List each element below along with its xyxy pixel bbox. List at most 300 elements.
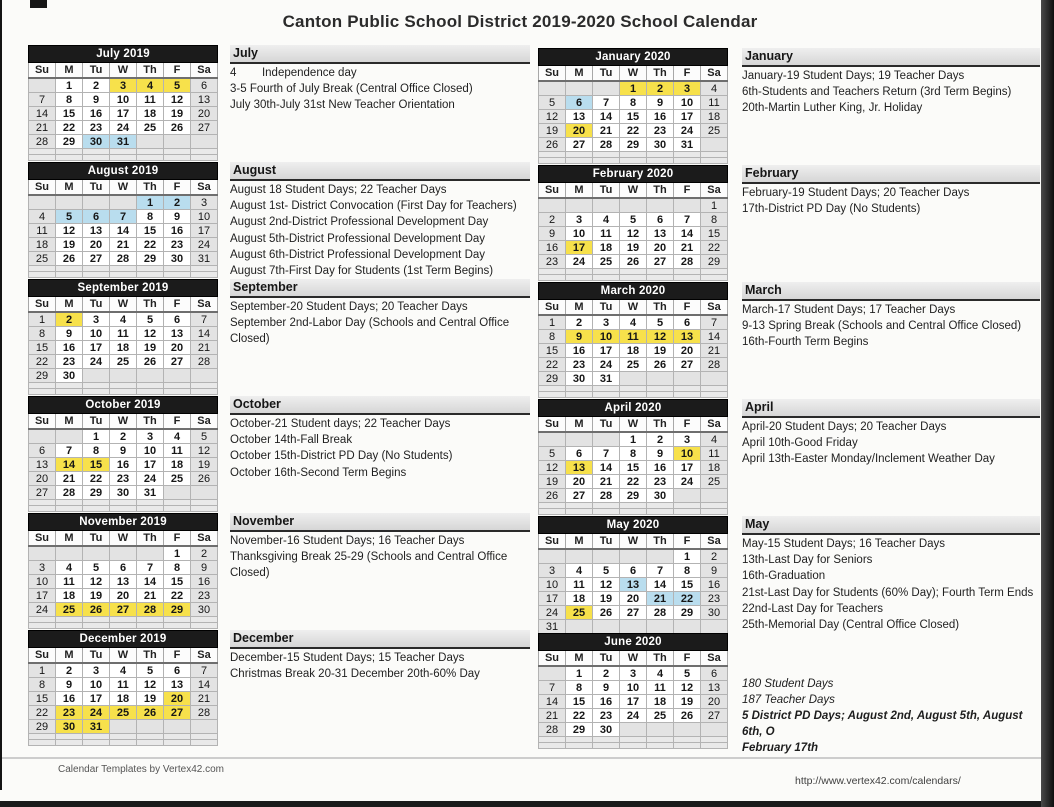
weekday-header: W	[620, 300, 647, 316]
empty-cell	[620, 549, 647, 564]
day-cell: 11	[647, 681, 674, 695]
day-cell: 29	[566, 723, 593, 737]
weekday-header: Tu	[83, 297, 110, 313]
month-note-line: 3-5 Fourth of July Break (Central Office Closed)	[230, 83, 473, 96]
week-row	[29, 692, 218, 706]
day-cell: 23	[56, 355, 83, 369]
month-note-line: 16th-Graduation	[742, 570, 826, 583]
spacer-cell	[56, 155, 83, 161]
day-cell: 27	[674, 358, 701, 372]
day-cell: 1	[164, 546, 191, 561]
empty-cell	[110, 195, 137, 210]
weekday-header-row	[29, 63, 218, 79]
weekday-header: F	[164, 531, 191, 547]
spacer-cell	[647, 509, 674, 515]
spacer-row	[29, 155, 218, 161]
summary-pd-days: 5 District PD Days; August 2nd, August 5th, August 6th, O	[742, 710, 1023, 738]
day-cell: 12	[56, 224, 83, 238]
empty-cell	[620, 620, 647, 634]
week-row	[29, 472, 218, 486]
day-cell: 15	[701, 227, 728, 241]
weekday-header-row	[29, 297, 218, 313]
empty-cell	[83, 546, 110, 561]
day-cell: 11	[110, 327, 137, 341]
day-cell: 17	[593, 344, 620, 358]
month-note-line: 16th-Fourth Term Begins	[742, 336, 869, 349]
weekday-header: F	[674, 417, 701, 433]
week-row	[539, 432, 728, 447]
day-cell: 13	[164, 327, 191, 341]
day-cell: 29	[29, 720, 56, 734]
day-cell: 5	[191, 429, 218, 444]
month-note-line: March-17 Student Days; 17 Teacher Days	[742, 304, 956, 316]
weekday-header: Tu	[593, 417, 620, 433]
day-cell: 15	[29, 692, 56, 706]
weekday-header: W	[620, 651, 647, 667]
week-row	[539, 241, 728, 255]
week-row	[29, 589, 218, 603]
spacer-cell	[566, 743, 593, 749]
weekday-header: Tu	[593, 300, 620, 316]
empty-cell	[647, 198, 674, 213]
day-cell: 5	[539, 447, 566, 461]
day-cell: 9	[647, 447, 674, 461]
day-cell: 28	[191, 355, 218, 369]
spacer-cell	[29, 506, 56, 512]
weekday-header: W	[110, 180, 137, 196]
day-cell: 26	[674, 709, 701, 723]
month-notes-title: August	[230, 162, 530, 181]
day-cell: 3	[620, 666, 647, 681]
day-cell: 8	[29, 678, 56, 692]
spacer-cell	[164, 389, 191, 395]
day-cell: 19	[137, 692, 164, 706]
spacer-cell	[137, 272, 164, 278]
month-note-line: 21st-Last Day for Students (60% Day); Fourth Term Ends	[742, 586, 1034, 599]
month-note-line: October 16th-Second Term Begins	[230, 466, 407, 479]
week-row	[539, 330, 728, 344]
week-row	[539, 96, 728, 110]
day-cell: 28	[29, 135, 56, 149]
day-cell-highlight-yellow: 20	[566, 124, 593, 138]
month-note-line: April 10th-Good Friday	[742, 437, 858, 450]
day-cell: 2	[701, 549, 728, 564]
day-cell-highlight-blue: 7	[110, 210, 137, 224]
spacer-cell	[539, 743, 566, 749]
day-cell: 4	[110, 663, 137, 678]
weekday-header: Tu	[83, 414, 110, 430]
day-cell: 9	[539, 227, 566, 241]
empty-cell	[539, 549, 566, 564]
spacer-cell	[137, 740, 164, 746]
week-row	[29, 210, 218, 224]
day-cell: 11	[29, 224, 56, 238]
empty-cell	[56, 546, 83, 561]
scan-edge-left	[0, 0, 2, 790]
day-cell: 7	[56, 444, 83, 458]
day-cell: 30	[647, 138, 674, 152]
day-cell: 16	[593, 695, 620, 709]
month-note-line: October 14th-Fall Break	[230, 434, 353, 447]
day-cell: 13	[83, 224, 110, 238]
day-cell: 17	[620, 695, 647, 709]
day-cell: 19	[191, 458, 218, 472]
empty-cell	[191, 135, 218, 149]
day-cell: 6	[674, 315, 701, 330]
day-cell-highlight-yellow: 10	[593, 330, 620, 344]
day-cell-highlight-yellow: 5	[164, 78, 191, 93]
day-cell: 7	[539, 681, 566, 695]
day-cell: 30	[701, 606, 728, 620]
day-cell: 7	[593, 447, 620, 461]
spacer-cell	[110, 155, 137, 161]
day-cell: 21	[29, 121, 56, 135]
day-cell: 19	[164, 107, 191, 121]
weekday-header: Th	[137, 648, 164, 664]
empty-cell	[137, 369, 164, 383]
day-cell-highlight-yellow: 13	[674, 330, 701, 344]
month-table	[538, 282, 728, 398]
month-title: November 2019	[29, 514, 218, 531]
day-cell: 29	[620, 489, 647, 503]
month-notes-title: October	[230, 396, 530, 415]
spacer-cell	[566, 158, 593, 164]
weekday-header: Tu	[83, 648, 110, 664]
day-cell: 3	[566, 213, 593, 227]
day-cell-highlight-blue: 6	[83, 210, 110, 224]
weekday-header: M	[56, 63, 83, 79]
spacer-row	[29, 389, 218, 395]
day-cell: 23	[593, 709, 620, 723]
day-cell: 5	[674, 666, 701, 681]
spacer-cell	[164, 740, 191, 746]
week-row	[29, 312, 218, 327]
day-cell: 25	[137, 121, 164, 135]
weekday-header: F	[674, 300, 701, 316]
spacer-row	[29, 506, 218, 512]
day-cell: 23	[83, 121, 110, 135]
month-note-line: 6th-Students and Teachers Return (3rd Term Begins)	[742, 86, 1012, 99]
day-cell-highlight-blue: 2	[164, 195, 191, 210]
spacer-cell	[191, 740, 218, 746]
month-title: December 2019	[29, 631, 218, 648]
day-cell: 22	[164, 589, 191, 603]
day-cell-highlight-yellow: 11	[620, 330, 647, 344]
month-note-line: August 7th-First Day for Students (1st Term Begins)	[230, 265, 494, 278]
week-row	[539, 198, 728, 213]
spacer-cell	[110, 623, 137, 629]
spacer-cell	[56, 623, 83, 629]
weekday-header: Su	[29, 414, 56, 430]
week-row	[29, 327, 218, 341]
empty-cell	[29, 195, 56, 210]
spacer-row	[29, 740, 218, 746]
day-cell: 21	[110, 238, 137, 252]
week-row	[29, 720, 218, 734]
week-row	[539, 592, 728, 606]
weekday-header: Tu	[593, 66, 620, 82]
day-cell: 18	[566, 592, 593, 606]
spacer-cell	[29, 272, 56, 278]
day-cell: 5	[137, 312, 164, 327]
day-cell: 30	[56, 369, 83, 383]
day-cell: 26	[539, 138, 566, 152]
day-cell: 5	[647, 315, 674, 330]
day-cell: 3	[674, 432, 701, 447]
day-cell: 30	[164, 252, 191, 266]
spacer-cell	[701, 509, 728, 515]
day-cell-highlight-yellow: 14	[56, 458, 83, 472]
empty-cell	[164, 486, 191, 500]
spacer-cell	[674, 158, 701, 164]
weekday-header: Sa	[191, 63, 218, 79]
day-cell: 30	[593, 723, 620, 737]
day-cell-highlight-yellow: 23	[56, 706, 83, 720]
month-note-line: May-15 Student Days; 16 Teacher Days	[742, 538, 946, 550]
month-calendar	[538, 516, 728, 640]
empty-cell	[593, 432, 620, 447]
day-cell: 15	[539, 344, 566, 358]
weekday-header: M	[56, 180, 83, 196]
day-cell: 9	[593, 681, 620, 695]
day-cell: 1	[566, 666, 593, 681]
weekday-header: Sa	[701, 651, 728, 667]
day-cell: 19	[593, 592, 620, 606]
weekday-header-row	[29, 414, 218, 430]
day-cell: 22	[566, 709, 593, 723]
spacer-cell	[137, 506, 164, 512]
day-cell: 3	[191, 195, 218, 210]
day-cell: 29	[539, 372, 566, 386]
weekday-header: Tu	[593, 534, 620, 550]
day-cell: 7	[191, 312, 218, 327]
day-cell-highlight-blue: 1	[137, 195, 164, 210]
weekday-header: Su	[539, 183, 566, 199]
day-cell: 14	[539, 695, 566, 709]
weekday-header: F	[164, 63, 191, 79]
day-cell: 4	[701, 432, 728, 447]
day-cell: 11	[593, 227, 620, 241]
weekday-header: Sa	[191, 531, 218, 547]
month-note-line: February-19 Student Days; 20 Teacher Days	[742, 187, 970, 199]
empty-cell	[701, 372, 728, 386]
weekday-header: F	[164, 648, 191, 664]
day-cell-highlight-yellow: 25	[110, 706, 137, 720]
month-table	[28, 630, 218, 746]
spacer-cell	[593, 509, 620, 515]
month-note-line: 13th-Last Day for Seniors	[742, 554, 873, 567]
day-cell: 18	[701, 110, 728, 124]
spacer-cell	[647, 158, 674, 164]
month-notes-title: December	[230, 630, 530, 649]
month-table	[538, 165, 728, 281]
day-cell: 29	[701, 255, 728, 269]
day-cell: 24	[83, 355, 110, 369]
month-table	[28, 513, 218, 629]
week-row	[29, 93, 218, 107]
month-note-line: October 15th-District PD Day (No Students)	[230, 450, 453, 463]
day-cell: 12	[137, 678, 164, 692]
day-cell: 18	[620, 344, 647, 358]
day-cell: 12	[539, 110, 566, 124]
spacer-row	[539, 392, 728, 398]
spacer-cell	[83, 155, 110, 161]
day-cell: 19	[620, 241, 647, 255]
weekday-header: F	[674, 651, 701, 667]
month-table	[28, 45, 218, 161]
day-cell: 3	[83, 663, 110, 678]
day-cell: 5	[137, 663, 164, 678]
day-cell: 22	[29, 355, 56, 369]
day-cell: 27	[566, 138, 593, 152]
spacer-cell	[137, 389, 164, 395]
spacer-cell	[620, 158, 647, 164]
day-cell-highlight-yellow: 25	[566, 606, 593, 620]
day-cell: 16	[110, 458, 137, 472]
scan-fold-line	[0, 757, 1054, 759]
weekday-header: Su	[29, 531, 56, 547]
day-cell: 4	[566, 564, 593, 578]
day-cell: 18	[701, 461, 728, 475]
footer-url: http://www.vertex42.com/calendars/	[795, 775, 961, 787]
day-cell: 11	[566, 578, 593, 592]
day-cell: 19	[83, 589, 110, 603]
spacer-cell	[83, 272, 110, 278]
weekday-header: Sa	[701, 534, 728, 550]
spacer-cell	[191, 389, 218, 395]
weekday-header: Th	[137, 414, 164, 430]
day-cell: 24	[566, 255, 593, 269]
day-cell: 10	[566, 227, 593, 241]
spacer-cell	[191, 623, 218, 629]
empty-cell	[539, 666, 566, 681]
day-cell: 8	[539, 330, 566, 344]
day-cell: 29	[674, 606, 701, 620]
spacer-cell	[539, 392, 566, 398]
empty-cell	[701, 620, 728, 634]
day-cell: 4	[56, 561, 83, 575]
day-cell-highlight-blue: 31	[110, 135, 137, 149]
spacer-cell	[29, 389, 56, 395]
day-cell: 6	[191, 78, 218, 93]
day-cell: 24	[674, 124, 701, 138]
day-cell: 16	[56, 692, 83, 706]
weekday-header: F	[674, 66, 701, 82]
month-notes	[230, 162, 530, 279]
day-cell: 26	[620, 255, 647, 269]
day-cell: 27	[701, 709, 728, 723]
day-cell-highlight-yellow: 3	[674, 81, 701, 96]
spacer-cell	[701, 158, 728, 164]
day-cell-highlight-yellow: 17	[566, 241, 593, 255]
empty-cell	[110, 546, 137, 561]
weekday-header: Sa	[701, 66, 728, 82]
week-row	[539, 461, 728, 475]
weekday-header: Sa	[191, 180, 218, 196]
empty-cell	[539, 81, 566, 96]
day-cell: 6	[620, 564, 647, 578]
week-row	[29, 663, 218, 678]
weekday-header: Tu	[593, 183, 620, 199]
weekday-header: Su	[539, 300, 566, 316]
spacer-cell	[566, 392, 593, 398]
spacer-cell	[620, 509, 647, 515]
day-cell: 22	[539, 358, 566, 372]
day-cell-highlight-yellow: 28	[137, 603, 164, 617]
weekday-header: Su	[29, 63, 56, 79]
month-title: April 2020	[539, 400, 728, 417]
day-cell: 25	[620, 358, 647, 372]
day-cell: 9	[83, 93, 110, 107]
day-cell: 21	[593, 475, 620, 489]
week-row	[29, 444, 218, 458]
day-cell: 14	[110, 224, 137, 238]
day-cell: 30	[647, 489, 674, 503]
spacer-row	[29, 623, 218, 629]
day-cell: 31	[674, 138, 701, 152]
day-cell-highlight-yellow: 27	[110, 603, 137, 617]
day-cell-highlight-blue: 5	[56, 210, 83, 224]
day-cell: 26	[191, 472, 218, 486]
day-cell: 25	[110, 355, 137, 369]
weekday-header: Th	[647, 66, 674, 82]
month-notes-title: February	[742, 165, 1040, 184]
day-cell: 28	[674, 255, 701, 269]
weekday-header: M	[566, 300, 593, 316]
day-cell: 18	[593, 241, 620, 255]
spacer-cell	[110, 506, 137, 512]
day-cell: 1	[29, 312, 56, 327]
spacer-cell	[539, 158, 566, 164]
weekday-header: Tu	[83, 531, 110, 547]
day-cell: 11	[110, 678, 137, 692]
day-cell: 24	[29, 603, 56, 617]
weekday-header-row	[539, 417, 728, 433]
day-cell: 12	[674, 681, 701, 695]
day-cell: 31	[539, 620, 566, 634]
month-note-line: November-16 Student Days; 16 Teacher Days	[230, 535, 465, 547]
day-cell: 17	[191, 224, 218, 238]
day-cell: 3	[29, 561, 56, 575]
day-cell-highlight-yellow: 1	[620, 81, 647, 96]
footer-credit: Calendar Templates by Vertex42.com	[58, 764, 225, 775]
spacer-cell	[164, 155, 191, 161]
scan-corner-mark	[30, 0, 47, 8]
day-cell-highlight-yellow: 9	[566, 330, 593, 344]
day-cell: 9	[191, 561, 218, 575]
day-cell: 26	[593, 606, 620, 620]
month-note-line: December-15 Student Days; 15 Teacher Days	[230, 652, 465, 664]
day-cell: 20	[620, 592, 647, 606]
day-cell: 4	[29, 210, 56, 224]
day-cell: 7	[647, 564, 674, 578]
summary-teacher-days: 187 Teacher Days	[742, 694, 835, 706]
day-cell: 2	[56, 663, 83, 678]
day-cell-highlight-yellow: 29	[164, 603, 191, 617]
day-cell: 27	[191, 121, 218, 135]
month-note-line: August 18 Student Days; 22 Teacher Days	[230, 184, 447, 196]
month-notes-title: March	[742, 282, 1040, 301]
day-cell: 3	[593, 315, 620, 330]
month-note-line: 22nd-Last Day for Teachers	[742, 602, 884, 615]
week-row	[29, 458, 218, 472]
empty-cell	[566, 549, 593, 564]
day-cell: 18	[56, 589, 83, 603]
day-cell: 10	[110, 93, 137, 107]
day-cell: 9	[110, 444, 137, 458]
day-cell: 15	[56, 107, 83, 121]
week-row	[539, 81, 728, 96]
